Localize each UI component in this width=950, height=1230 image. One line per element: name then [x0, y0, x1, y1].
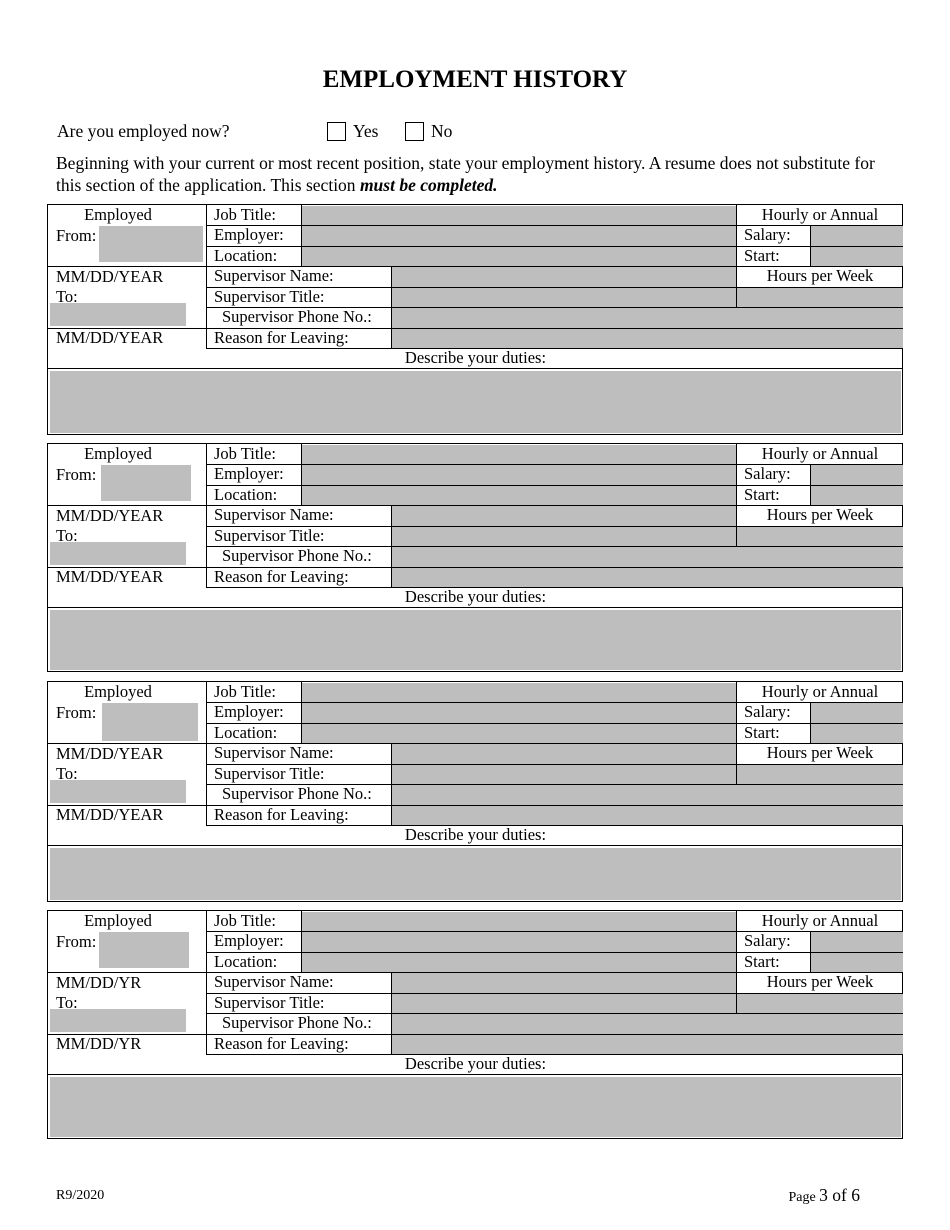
hourly-annual-label: Hourly or Annual: [761, 444, 879, 463]
duties-field[interactable]: [50, 610, 901, 670]
employment-block: [47, 681, 903, 902]
supervisor-title-label: Supervisor Title:: [214, 764, 325, 783]
to-date-format: MM/DD/YEAR: [56, 567, 164, 586]
start-label: Start:: [744, 723, 780, 742]
supervisor-title-label: Supervisor Title:: [214, 993, 325, 1012]
salary-label: Salary:: [744, 931, 791, 950]
revision-date: R9/2020: [56, 1188, 105, 1203]
duties-field[interactable]: [50, 1077, 901, 1137]
location-label: Location:: [214, 246, 278, 265]
supervisor-title-label: Supervisor Title:: [214, 526, 325, 545]
duties-field[interactable]: [50, 371, 901, 433]
supervisor-name-label: Supervisor Name:: [214, 743, 334, 762]
salary-field[interactable]: [811, 465, 903, 485]
supervisor-phone-field[interactable]: [392, 308, 903, 328]
hourly-annual-label: Hourly or Annual: [761, 911, 879, 930]
page-number: [788, 1185, 860, 1206]
employer-label: Employer:: [214, 702, 284, 721]
supervisor-title-field[interactable]: [392, 288, 736, 307]
job-title-field[interactable]: [302, 445, 736, 464]
instructions-text: Beginning with your current or most recent position, state your employment history. A resume does not substitute for this section of the application. This section: [56, 153, 875, 195]
from-date-field[interactable]: [101, 465, 191, 501]
employed-yes-option[interactable]: [327, 121, 378, 142]
employer-field[interactable]: [302, 465, 736, 485]
hourly-annual-label: Hourly or Annual: [761, 682, 879, 701]
hours-per-week-label: Hours per Week: [766, 266, 874, 285]
reason-for-leaving-field[interactable]: [392, 1035, 903, 1054]
hours-per-week-field[interactable]: [737, 994, 903, 1013]
reason-for-leaving-field[interactable]: [392, 806, 903, 825]
salary-label: Salary:: [744, 225, 791, 244]
duties-label: Describe your duties:: [404, 587, 547, 606]
employed-label: Employed: [84, 682, 152, 701]
start-field[interactable]: [811, 247, 903, 266]
reason-for-leaving-label: Reason for Leaving:: [214, 567, 349, 586]
hours-per-week-label: Hours per Week: [766, 972, 874, 991]
duties-label: Describe your duties:: [404, 348, 547, 367]
location-label: Location:: [214, 952, 278, 971]
reason-for-leaving-field[interactable]: [392, 568, 903, 587]
employed-label: Employed: [84, 205, 152, 224]
hours-per-week-field[interactable]: [737, 765, 903, 784]
employment-block: [47, 443, 903, 672]
supervisor-phone-label: Supervisor Phone No.:: [222, 546, 372, 565]
employed-yes-label: Yes: [353, 121, 379, 141]
salary-label: Salary:: [744, 702, 791, 721]
supervisor-name-field[interactable]: [392, 267, 736, 287]
supervisor-name-field[interactable]: [392, 744, 736, 764]
employer-label: Employer:: [214, 464, 284, 483]
supervisor-phone-field[interactable]: [392, 785, 903, 805]
from-date-format: MM/DD/YEAR: [56, 744, 164, 763]
employed-yes-checkbox[interactable]: [327, 122, 346, 141]
employed-no-label: No: [431, 121, 453, 141]
start-field[interactable]: [811, 724, 903, 743]
from-date-field[interactable]: [99, 226, 203, 262]
from-label: From:: [56, 226, 97, 245]
employed-label: Employed: [84, 911, 152, 930]
from-date-field[interactable]: [99, 932, 189, 968]
supervisor-title-label: Supervisor Title:: [214, 287, 325, 306]
supervisor-phone-label: Supervisor Phone No.:: [222, 307, 372, 326]
employed-no-checkbox[interactable]: [405, 122, 424, 141]
employment-block: [47, 204, 903, 435]
from-label: From:: [56, 465, 97, 484]
supervisor-name-label: Supervisor Name:: [214, 266, 334, 285]
to-date-format: MM/DD/YEAR: [56, 328, 164, 347]
employed-question-label: Are you employed now?: [57, 121, 230, 141]
reason-for-leaving-label: Reason for Leaving:: [214, 1034, 349, 1053]
location-field[interactable]: [302, 953, 736, 972]
instructions: [56, 152, 901, 196]
from-date-format: MM/DD/YEAR: [56, 506, 164, 525]
location-label: Location:: [214, 723, 278, 742]
start-label: Start:: [744, 246, 780, 265]
supervisor-title-field[interactable]: [392, 765, 736, 784]
location-field[interactable]: [302, 247, 736, 266]
to-label: To:: [56, 764, 78, 783]
instructions-emphasis: must be completed.: [359, 175, 498, 195]
job-title-label: Job Title:: [214, 205, 276, 224]
employer-field[interactable]: [302, 932, 736, 952]
to-label: To:: [56, 287, 78, 306]
job-title-field[interactable]: [302, 912, 736, 931]
job-title-field[interactable]: [302, 683, 736, 702]
to-label: To:: [56, 993, 78, 1012]
hours-per-week-field[interactable]: [737, 527, 903, 546]
hours-per-week-field[interactable]: [737, 288, 903, 307]
page-prefix: Page: [788, 1190, 816, 1205]
salary-field[interactable]: [811, 932, 903, 952]
job-title-field[interactable]: [302, 206, 736, 225]
hourly-annual-label: Hourly or Annual: [761, 205, 879, 224]
location-field[interactable]: [302, 724, 736, 743]
supervisor-title-field[interactable]: [392, 527, 736, 546]
employer-label: Employer:: [214, 931, 284, 950]
job-title-label: Job Title:: [214, 444, 276, 463]
to-date-format: MM/DD/YR: [56, 1034, 142, 1053]
start-field[interactable]: [811, 953, 903, 972]
reason-for-leaving-label: Reason for Leaving:: [214, 805, 349, 824]
supervisor-phone-field[interactable]: [392, 1014, 903, 1034]
start-label: Start:: [744, 952, 780, 971]
page-number-value: 3 of 6: [819, 1185, 860, 1205]
supervisor-phone-label: Supervisor Phone No.:: [222, 1013, 372, 1032]
start-label: Start:: [744, 485, 780, 504]
employment-block: [47, 910, 903, 1139]
from-date-format: MM/DD/YR: [56, 973, 142, 992]
employed-no-option[interactable]: [405, 121, 452, 142]
employer-field[interactable]: [302, 226, 736, 246]
duties-field[interactable]: [50, 848, 901, 900]
hours-per-week-label: Hours per Week: [766, 743, 874, 762]
supervisor-name-field[interactable]: [392, 973, 736, 993]
duties-label: Describe your duties:: [404, 825, 547, 844]
employed-label: Employed: [84, 444, 152, 463]
supervisor-title-field[interactable]: [392, 994, 736, 1013]
duties-label: Describe your duties:: [404, 1054, 547, 1073]
job-title-label: Job Title:: [214, 911, 276, 930]
supervisor-name-field[interactable]: [392, 506, 736, 526]
location-label: Location:: [214, 485, 278, 504]
from-label: From:: [56, 932, 97, 951]
reason-for-leaving-label: Reason for Leaving:: [214, 328, 349, 347]
hours-per-week-label: Hours per Week: [766, 505, 874, 524]
page-title: EMPLOYMENT HISTORY: [322, 66, 628, 93]
employer-label: Employer:: [214, 225, 284, 244]
start-field[interactable]: [811, 486, 903, 505]
to-date-format: MM/DD/YEAR: [56, 805, 164, 824]
job-title-label: Job Title:: [214, 682, 276, 701]
salary-label: Salary:: [744, 464, 791, 483]
salary-field[interactable]: [811, 226, 903, 246]
to-label: To:: [56, 526, 78, 545]
supervisor-name-label: Supervisor Name:: [214, 972, 334, 991]
from-date-format: MM/DD/YEAR: [56, 267, 164, 286]
supervisor-phone-field[interactable]: [392, 547, 903, 567]
reason-for-leaving-field[interactable]: [392, 329, 903, 348]
from-label: From:: [56, 703, 97, 722]
from-date-field[interactable]: [102, 703, 198, 741]
location-field[interactable]: [302, 486, 736, 505]
salary-field[interactable]: [811, 703, 903, 723]
employer-field[interactable]: [302, 703, 736, 723]
supervisor-phone-label: Supervisor Phone No.:: [222, 784, 372, 803]
supervisor-name-label: Supervisor Name:: [214, 505, 334, 524]
